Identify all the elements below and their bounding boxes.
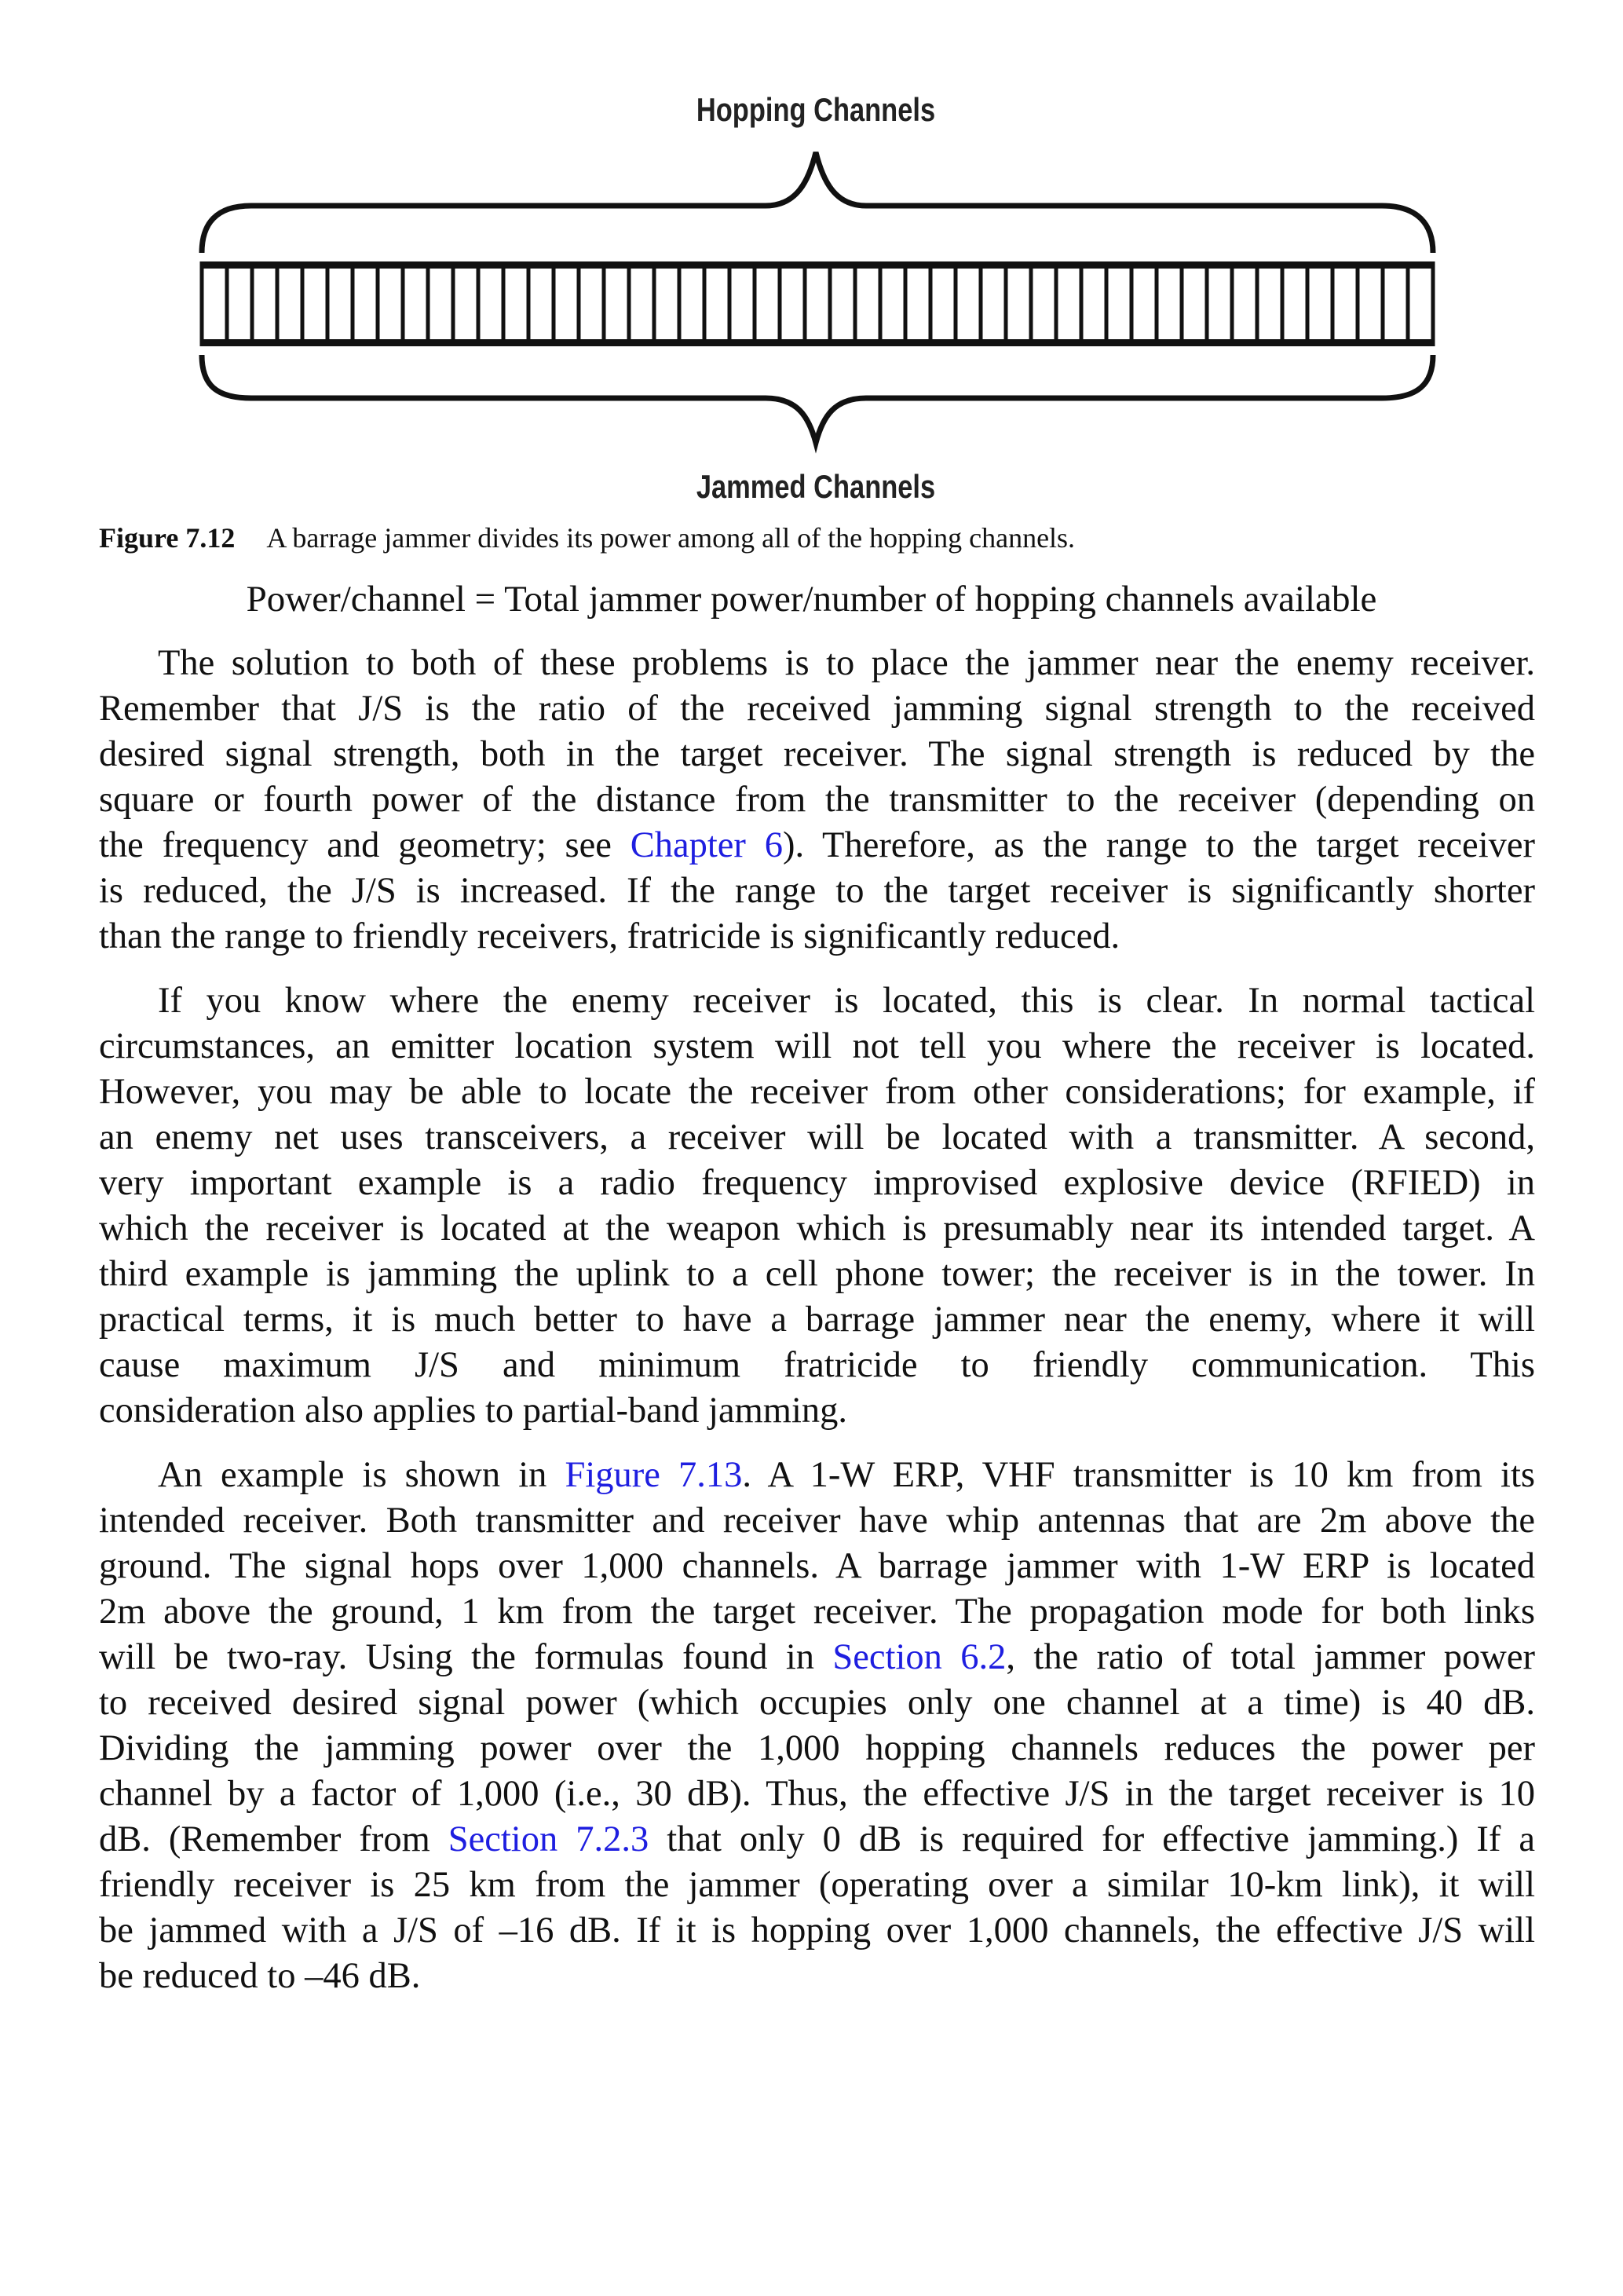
channel-divider <box>627 261 631 346</box>
channel-divider <box>200 261 204 346</box>
text-line <box>99 914 1535 960</box>
channel-divider <box>1055 261 1058 346</box>
channel-bar-top-edge <box>202 261 1433 269</box>
text-line <box>99 1498 1535 1544</box>
channel-divider <box>678 261 682 346</box>
cross-reference-link[interactable]: Section 7.2.3 <box>448 1819 649 1859</box>
text-segment: An example is shown in <box>158 1455 565 1495</box>
text-line <box>99 1726 1535 1771</box>
figure-number: Figure 7.12 <box>99 522 236 554</box>
channel-divider <box>477 261 481 346</box>
channel-divider <box>1105 261 1109 346</box>
channel-divider <box>954 261 958 346</box>
channel-divider <box>250 261 254 346</box>
cross-reference-link[interactable]: Section 6.2 <box>832 1637 1007 1677</box>
channel-divider <box>527 261 531 346</box>
text-segment: Dividing the jamming power over the 1,000 hopping channels reduces the power per <box>99 1728 1535 1768</box>
text-line <box>99 1453 1535 1498</box>
text-segment: the frequency and geometry; see <box>99 825 631 865</box>
channel-divider <box>552 261 556 346</box>
channel-divider <box>1381 261 1385 346</box>
paragraph <box>99 1453 1535 1999</box>
channel-bar-bottom-edge <box>202 339 1433 346</box>
text-segment: . A 1-W ERP, VHF transmitter is 10 km from its <box>742 1455 1535 1495</box>
channel-divider <box>904 261 908 346</box>
paragraph <box>99 641 1535 960</box>
text-segment: very important example is a radio frequency improvised explosive device (RFIED) in <box>99 1163 1535 1203</box>
channel-divider <box>1230 261 1234 346</box>
channel-divider <box>276 261 280 346</box>
text-segment: 2m above the ground, 1 km from the target receiver. The propagation mode for both links <box>99 1592 1535 1632</box>
channel-divider <box>502 261 506 346</box>
channel-divider <box>879 261 883 346</box>
paragraph <box>99 978 1535 1434</box>
channel-divider <box>652 261 656 346</box>
channel-divider <box>703 261 707 346</box>
channel-divider <box>803 261 807 346</box>
text-segment: , the ratio of total jammer power <box>1006 1637 1535 1677</box>
text-line <box>99 1589 1535 1635</box>
text-segment: to received desired signal power (which occupies only one channel at a time) is 40 dB. <box>99 1683 1535 1723</box>
cross-reference-link[interactable]: Figure 7.13 <box>565 1455 743 1495</box>
channel-divider <box>854 261 857 346</box>
text-segment: circumstances, an emitter location system will not tell you where the receiver is located. <box>99 1026 1535 1066</box>
text-segment: desired signal strength, both in the target receiver. The signal strength is reduced by the <box>99 734 1535 774</box>
channel-divider <box>728 261 732 346</box>
text-line <box>99 1388 1535 1434</box>
text-line <box>99 1024 1535 1069</box>
text-line <box>99 1635 1535 1680</box>
text-segment: cause maximum J/S and minimum fratricide to friendly communication. This <box>99 1345 1535 1385</box>
channel-divider <box>577 261 581 346</box>
text-line <box>99 978 1535 1024</box>
text-segment: than the range to friendly receivers, fratricide is significantly reduced. <box>99 916 1120 956</box>
channel-divider <box>1004 261 1008 346</box>
text-segment: If you know where the enemy receiver is located, this is clear. In normal tactical <box>158 981 1535 1021</box>
text-segment: is reduced, the J/S is increased. If the range to the target receiver is significantly shorter <box>99 871 1535 911</box>
text-line <box>99 823 1535 868</box>
text-segment: third example is jamming the uplink to a cell phone tower; the receiver is in the tower. In <box>99 1254 1535 1294</box>
channel-divider <box>778 261 782 346</box>
channel-divider <box>426 261 430 346</box>
text-line <box>99 1863 1535 1908</box>
channel-divider <box>1180 261 1184 346</box>
text-segment: dB. (Remember from <box>99 1819 448 1859</box>
bottom-brace <box>202 355 1433 443</box>
text-line <box>99 1252 1535 1297</box>
equation: Power/channel = Total jammer power/number of hopping channels available <box>246 579 1377 620</box>
text-line <box>99 641 1535 686</box>
channel-divider <box>1356 261 1360 346</box>
channel-divider <box>929 261 933 346</box>
barrage-jamming-figure <box>0 0 1623 518</box>
channel-divider <box>225 261 229 346</box>
text-segment: Remember that J/S is the ratio of the received jamming signal strength to the received <box>99 689 1535 729</box>
text-segment: intended receiver. Both transmitter and receiver have whip antennas that are 2m above the <box>99 1501 1535 1541</box>
text-line <box>99 1115 1535 1161</box>
text-line <box>99 777 1535 823</box>
channel-divider <box>1306 261 1310 346</box>
text-segment: channel by a factor of 1,000 (i.e., 30 dB). Thus, the effective J/S in the target receiver is 10 <box>99 1774 1535 1814</box>
text-line <box>99 1297 1535 1343</box>
text-segment: will be two-ray. Using the formulas found in <box>99 1637 833 1677</box>
text-line <box>99 1161 1535 1206</box>
text-segment: which the receiver is located at the weapon which is presumably near its intended target. A <box>99 1208 1535 1249</box>
channel-divider <box>1331 261 1335 346</box>
cross-reference-link[interactable]: Chapter 6 <box>630 825 783 865</box>
text-segment: an enemy net uses transceivers, a receiver will be located with a transmitter. A second, <box>99 1117 1535 1157</box>
channel-divider <box>1281 261 1285 346</box>
channel-divider <box>1080 261 1084 346</box>
body-text <box>99 641 1535 2018</box>
channel-divider <box>401 261 405 346</box>
channel-divider <box>301 261 305 346</box>
channel-divider <box>1155 261 1159 346</box>
text-line <box>99 686 1535 732</box>
text-segment: that only 0 dB is required for effective jamming.) If a <box>649 1819 1535 1859</box>
channel-divider <box>376 261 380 346</box>
text-segment: be reduced to –46 dB. <box>99 1956 421 1996</box>
channel-divider <box>602 261 606 346</box>
channel-divider <box>1205 261 1209 346</box>
text-line <box>99 1069 1535 1115</box>
text-line <box>99 1817 1535 1863</box>
text-line <box>99 1954 1535 1999</box>
channel-divider <box>326 261 330 346</box>
text-segment: The solution to both of these problems is to place the jammer near the enemy receiver. <box>158 643 1535 683</box>
text-line <box>99 1771 1535 1817</box>
text-segment: ground. The signal hops over 1,000 channels. A barrage jammer with 1-W ERP is located <box>99 1546 1535 1586</box>
text-segment: be jammed with a J/S of –16 dB. If it is hopping over 1,000 channels, the effective J/S will <box>99 1910 1535 1951</box>
channel-divider <box>351 261 355 346</box>
channel-divider <box>753 261 757 346</box>
channel-divider <box>1406 261 1410 346</box>
top-brace <box>202 152 1433 253</box>
channel-divider <box>979 261 983 346</box>
figure-caption <box>99 521 1075 554</box>
channel-divider <box>828 261 832 346</box>
text-line <box>99 1908 1535 1954</box>
channel-divider <box>1256 261 1259 346</box>
text-line <box>99 1544 1535 1589</box>
channel-divider <box>1431 261 1435 346</box>
text-segment: friendly receiver is 25 km from the jammer (operating over a similar 10-km link), it will <box>99 1865 1535 1905</box>
text-segment: ). Therefore, as the range to the target receiver <box>782 825 1535 865</box>
text-line <box>99 1206 1535 1252</box>
channel-divider <box>451 261 455 346</box>
text-line <box>99 1680 1535 1726</box>
text-segment: consideration also applies to partial-band jamming. <box>99 1391 848 1431</box>
text-segment: practical terms, it is much better to have a barrage jammer near the enemy, where it will <box>99 1300 1535 1340</box>
channel-divider <box>1029 261 1033 346</box>
caption-text: A barrage jammer divides its power among all of the hopping channels. <box>266 522 1076 554</box>
text-line <box>99 868 1535 914</box>
text-line <box>99 732 1535 777</box>
text-line <box>99 1343 1535 1388</box>
text-segment: However, you may be able to locate the receiver from other considerations; for example, if <box>99 1072 1535 1112</box>
channel-divider <box>1130 261 1134 346</box>
text-segment: square or fourth power of the distance from the transmitter to the receiver (depending on <box>99 780 1535 820</box>
jammed-channels-label: Jammed Channels <box>696 468 936 505</box>
channel-bar <box>200 261 1435 346</box>
hopping-channels-label: Hopping Channels <box>696 91 936 128</box>
